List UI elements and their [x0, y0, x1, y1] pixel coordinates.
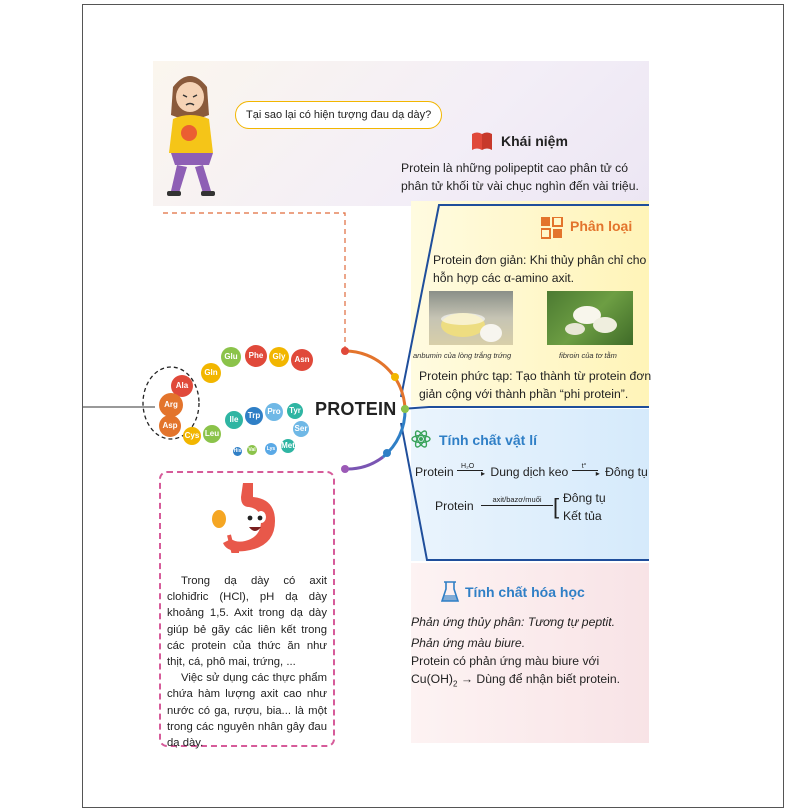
amino-acid-chain [141, 339, 311, 463]
chemical-text [411, 613, 649, 693]
concept-title: Khái niệm [501, 133, 568, 149]
reaction2-reactant: Protein [435, 499, 474, 513]
grid-icon [541, 217, 563, 239]
amino-acid-bead: Arg [159, 393, 183, 417]
question-text: Tại sao lại có hiện tượng đau dạ dày? [246, 109, 432, 121]
atom-icon [411, 429, 431, 449]
book-icon [471, 131, 493, 151]
simple-line-2: hỗn hợp các α-amino axit. [433, 271, 575, 285]
physical-reaction-2 [435, 497, 474, 515]
simple-protein-text [433, 251, 653, 287]
reaction2-arrow [481, 495, 553, 506]
simple-line-1: Protein đơn giản: Khi thủy phân chỉ cho [433, 253, 647, 267]
amino-acid-bead: Met [281, 439, 295, 453]
chemical-line-4-subscript: 2 [452, 679, 458, 689]
beaker-icon [441, 581, 459, 603]
amino-acid-bead: Trp [245, 407, 263, 425]
complex-line-2: giản cộng với thành phần “phi protein”. [419, 387, 629, 401]
chemical-line-4-formula: Cu(OH) [411, 672, 453, 686]
egg-caption: anbumin của lòng trắng trứng [413, 351, 512, 360]
amino-acid-bead: Glu [221, 347, 241, 367]
chemical-line-4 [411, 670, 649, 693]
amino-acid-bead: Gln [201, 363, 221, 383]
reaction1-arrow-2: t° ▸ [572, 466, 602, 476]
reaction1-reactant: Protein [415, 465, 454, 479]
amino-acid-bead: Ile [225, 411, 243, 429]
concept-text [401, 159, 651, 195]
stomach-character-illustration [209, 477, 287, 561]
reaction2-bracket: [ [553, 494, 560, 519]
reaction1-intermediate: Dung dịch keo [490, 465, 569, 479]
amino-acid-bead: Ser [293, 421, 309, 437]
concept-line-2: phân tử khối từ vài chục nghìn đến vài triệu. [401, 179, 639, 193]
complex-protein-text [419, 367, 651, 403]
egg-white-image [429, 291, 513, 345]
chemical-title: Tính chất hóa học [465, 584, 585, 600]
silkworm-cocoon-image [547, 291, 633, 345]
physical-reaction-1 [415, 463, 648, 481]
question-bubble [235, 101, 442, 129]
amino-acid-bead: Tyr [287, 403, 303, 419]
book-page [82, 4, 784, 808]
reaction1-arrow-1: H₂O ▸ [457, 466, 487, 476]
reaction1-condition-1: H₂O [461, 463, 475, 470]
protein-center-label: PROTEIN [315, 399, 397, 419]
reaction2-option-1: Đông tụ [563, 491, 606, 505]
reaction2-options [563, 489, 606, 525]
amino-acid-bead: Leu [203, 425, 221, 443]
chemical-line-1: Phản ứng thủy phân: Tương tự peptit. [411, 615, 615, 629]
silk-caption: fibroin của tơ tằm [559, 351, 617, 360]
amino-acid-bead: Pro [265, 403, 283, 421]
chemical-line-3: Protein có phản ứng màu biure với [411, 654, 600, 668]
stomach-paragraph-2: Việc sử dụng các thực phẩm chứa hàm lượng axit cao như nước có ga, rượu, bia... là một trong các nguyên nhân gây đau dạ dày. [167, 672, 327, 750]
stomach-paragraph-1: Trong dạ dày có axit clohiđric (HCl), pH dạ dày khoảng 1,5. Axit trong dạ dày giúp bẻ gãy các liên kết trong các protein của thức ăn như thịt, cá, phô mai, trứng, ... [167, 575, 327, 669]
chemical-line-2: Phản ứng màu biure. [411, 636, 526, 650]
amino-acid-bead: Asn [291, 349, 313, 371]
amino-acid-bead: Asp [159, 415, 181, 437]
girl-stomachache-illustration [159, 67, 221, 199]
amino-acid-bead: Ala [171, 375, 193, 397]
amino-acid-bead: Cys [183, 427, 201, 445]
reaction2-option-2: Kết tủa [563, 509, 602, 523]
classification-title: Phân loại [570, 218, 633, 234]
chemical-line-4-rest: → Dùng để nhận biết protein. [457, 672, 621, 686]
reaction2-condition: axit/bazơ/muối [492, 495, 542, 504]
amino-acid-bead: Gly [269, 347, 289, 367]
reaction1-condition-2: t° [581, 463, 587, 470]
amino-acid-bead: Lys [265, 443, 277, 455]
reaction1-product: Đông tụ [605, 465, 648, 479]
complex-line-1: Protein phức tạp: Tạo thành từ protein đơn [419, 369, 652, 383]
amino-acid-bead: Val [248, 447, 256, 453]
stomach-text [167, 573, 327, 751]
amino-acid-bead: His [233, 448, 242, 454]
physical-title: Tính chất vật lí [439, 432, 538, 448]
amino-acid-bead: Phe [245, 345, 267, 367]
concept-line-1: Protein là những polipeptit cao phân tử có [401, 161, 629, 175]
